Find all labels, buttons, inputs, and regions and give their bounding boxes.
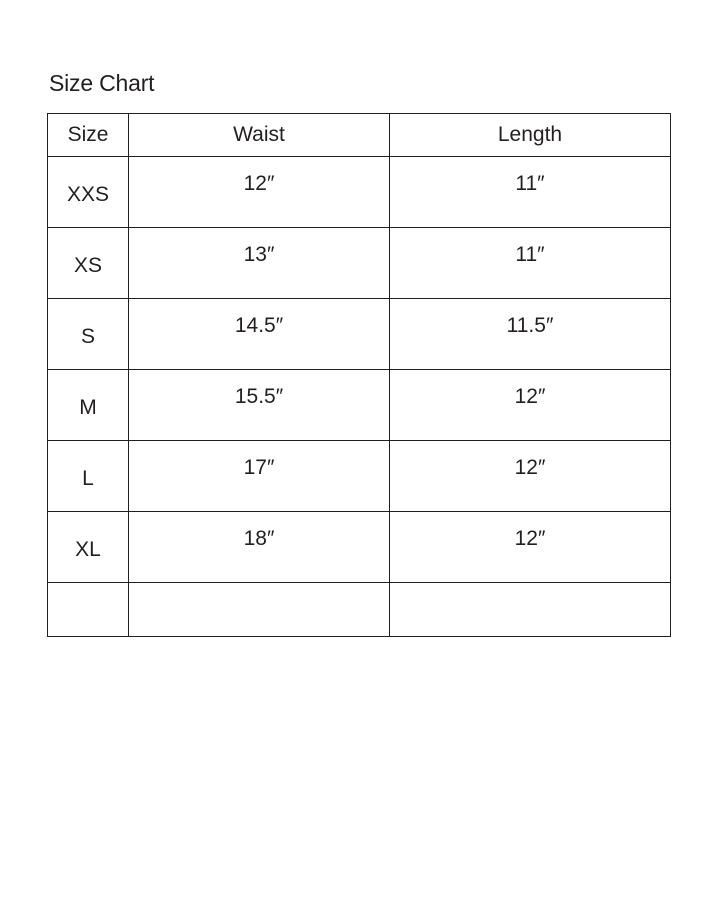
size-cell: XS — [48, 228, 129, 299]
table-row — [48, 512, 671, 583]
table-header-row — [48, 114, 671, 157]
length-cell: 11″ — [390, 157, 671, 228]
length-cell: 11.5″ — [390, 299, 671, 370]
table-row — [48, 157, 671, 228]
empty-cell — [390, 583, 671, 637]
size-cell: XL — [48, 512, 129, 583]
empty-cell — [129, 583, 390, 637]
empty-cell — [48, 583, 129, 637]
table-row — [48, 441, 671, 512]
length-cell: 12″ — [390, 370, 671, 441]
waist-cell: 18″ — [129, 512, 390, 583]
waist-cell: 12″ — [129, 157, 390, 228]
size-cell: S — [48, 299, 129, 370]
column-header-size: Size — [48, 114, 129, 157]
table-row — [48, 228, 671, 299]
column-header-length: Length — [390, 114, 671, 157]
length-cell: 12″ — [390, 441, 671, 512]
table-row — [48, 299, 671, 370]
column-header-waist: Waist — [129, 114, 390, 157]
page-title: Size Chart — [49, 70, 155, 96]
empty-table-row — [48, 583, 671, 637]
waist-cell: 15.5″ — [129, 370, 390, 441]
waist-cell: 13″ — [129, 228, 390, 299]
size-cell: L — [48, 441, 129, 512]
size-cell: M — [48, 370, 129, 441]
length-cell: 11″ — [390, 228, 671, 299]
size-chart-table — [47, 113, 671, 637]
table-row — [48, 370, 671, 441]
waist-cell: 14.5″ — [129, 299, 390, 370]
size-cell: XXS — [48, 157, 129, 228]
waist-cell: 17″ — [129, 441, 390, 512]
length-cell: 12″ — [390, 512, 671, 583]
